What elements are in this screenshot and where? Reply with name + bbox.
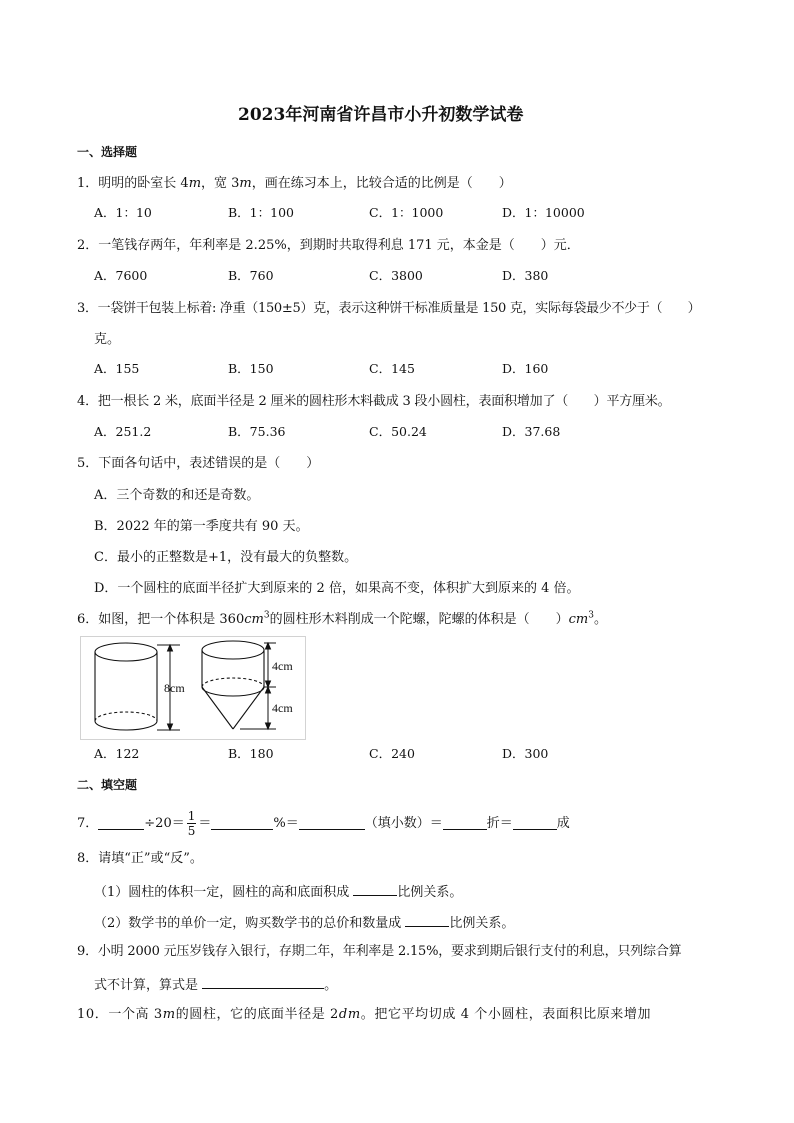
option-c: C．50.24 xyxy=(369,424,427,439)
question-number: 10． xyxy=(77,1007,109,1022)
option-c: C．3800 xyxy=(369,268,423,283)
sub-question-text: （2）数学书的单价一定，购买数学书的总价和数量成 xyxy=(94,916,402,931)
section-heading-choice: 一、选择题 xyxy=(77,145,138,159)
sub-question-text: （1）圆柱的体积一定，圆柱的高和底面积成 xyxy=(94,885,350,900)
text: ＝ xyxy=(198,815,212,831)
answer-blank[interactable] xyxy=(353,883,397,896)
option-a: A．155 xyxy=(94,361,140,376)
unit-m: m xyxy=(188,176,202,191)
question-text: 。 xyxy=(324,978,338,993)
option-a: A．251.2 xyxy=(94,424,152,439)
answer-blank[interactable] xyxy=(299,817,365,830)
question-4 xyxy=(77,395,670,408)
sub-question-2 xyxy=(94,914,514,930)
fraction-denominator: 5 xyxy=(187,823,196,838)
option-b: B．75.36 xyxy=(228,424,286,439)
option-b: B．180 xyxy=(228,746,274,761)
option-a: A．7600 xyxy=(94,268,148,283)
fraction xyxy=(187,810,197,837)
text: %＝ xyxy=(273,815,299,831)
question-8 xyxy=(77,852,203,865)
question-5 xyxy=(77,457,319,470)
question-3-continued: 克。 xyxy=(94,332,121,347)
unit-cm: cm xyxy=(244,612,264,627)
unit-cm: cm xyxy=(568,612,589,627)
question-text: 请填“正”或“反”。 xyxy=(98,851,203,866)
top-drawing xyxy=(202,641,264,729)
text: ÷20＝ xyxy=(144,815,185,831)
question-number: 7． xyxy=(77,815,99,831)
height-label-lower: 4cm xyxy=(272,701,293,715)
option-c: C．240 xyxy=(369,746,415,761)
question-number: 2． xyxy=(77,238,99,253)
question-9 xyxy=(77,945,681,958)
question-number: 6． xyxy=(77,612,99,627)
text: 成 xyxy=(556,815,570,831)
question-number: 9． xyxy=(77,944,98,959)
question-1 xyxy=(77,177,512,190)
answer-blank[interactable] xyxy=(405,914,449,927)
section-heading-fill: 二、填空题 xyxy=(77,778,138,792)
cylinder-top-figure xyxy=(80,636,306,740)
question-text: 如图，把一个体积是 360 xyxy=(98,612,245,627)
sub-question-1 xyxy=(94,883,462,899)
option-d: D．1：10000 xyxy=(502,205,585,220)
cylinder-drawing xyxy=(95,643,157,730)
question-10 xyxy=(77,1008,651,1021)
sub-question-text: 比例关系。 xyxy=(449,916,515,931)
answer-blank[interactable] xyxy=(98,817,144,830)
figure-frame xyxy=(81,637,306,740)
question-text: 一袋饼干包装上标着: 净重（150±5）克，表示这种饼干标准质量是 150 克，实际每袋最少不少于（ ） xyxy=(97,301,701,316)
question-number: 5． xyxy=(77,456,99,471)
exponent: 3 xyxy=(263,610,270,621)
option-a: A．1：10 xyxy=(94,205,152,220)
question-number: 1． xyxy=(77,176,99,191)
answer-blank[interactable] xyxy=(211,817,273,830)
question-text: 式不计算，算式是 xyxy=(94,978,199,993)
question-text: 的圆柱形木料削成一个陀螺，陀螺的体积是（ ） xyxy=(269,612,569,627)
option-b: B．2022 年的第一季度共有 90 天。 xyxy=(94,519,309,534)
question-text: ，画在练习本上，比较合适的比例是（ ） xyxy=(251,176,512,191)
question-text: 。 xyxy=(593,612,607,627)
option-d: D．160 xyxy=(502,361,549,376)
sub-question-text: 比例关系。 xyxy=(397,885,463,900)
option-b: B．1：100 xyxy=(228,205,294,220)
option-d: D．一个圆柱的底面半径扩大到原来的 2 倍，如果高不变，体积扩大到原来的 4 倍。 xyxy=(94,581,580,596)
question-number: 4． xyxy=(77,394,98,409)
option-d: D．380 xyxy=(502,268,549,283)
question-text: 下面各句话中，表述错误的是（ ） xyxy=(98,456,320,471)
option-a: A．122 xyxy=(94,746,140,761)
option-d: D．37.68 xyxy=(502,424,561,439)
option-c: C．145 xyxy=(369,361,415,376)
option-c: C．1：1000 xyxy=(369,205,444,220)
question-6 xyxy=(77,610,607,627)
option-a: A．三个奇数的和还是奇数。 xyxy=(94,488,260,503)
question-2 xyxy=(77,239,580,252)
option-c: C．最小的正整数是+1，没有最大的负整数。 xyxy=(94,550,358,565)
text: （填小数）＝ xyxy=(364,815,443,831)
question-7 xyxy=(77,810,570,836)
question-text: 一笔钱存两年，年利率是 2.25%，到期时共取得利息 171 元，本金是（ ）元． xyxy=(98,238,580,253)
question-text: 明明的卧室长 4 xyxy=(98,176,189,191)
question-text: 把一根长 2 米，底面半径是 2 厘米的圆柱形木料截成 3 段小圆柱，表面积增加了（ ）平方厘米。 xyxy=(97,394,671,409)
answer-blank[interactable] xyxy=(513,817,557,830)
answer-blank[interactable] xyxy=(443,817,487,830)
option-d: D．300 xyxy=(502,746,549,761)
question-9-continued xyxy=(94,976,337,992)
question-number: 8． xyxy=(77,851,99,866)
answer-blank[interactable] xyxy=(202,976,324,989)
question-text: 小明 2000 元压岁钱存入银行，存期二年，年利率是 2.15%，要求到期后银行支付的利息，只列综合算 xyxy=(97,944,682,959)
question-number: 3． xyxy=(77,301,98,316)
fraction-numerator: 1 xyxy=(187,808,196,823)
question-text: 。把它平均切成 4 个小圆柱，表面积比原来增加 xyxy=(360,1007,652,1022)
page-title: 2023年河南省许昌市小升初数学试卷 xyxy=(238,105,524,125)
question-text: ，宽 3 xyxy=(201,176,240,191)
question-text: 的圆柱，它的底面半径是 2 xyxy=(175,1007,339,1022)
exponent: 3 xyxy=(588,610,594,621)
option-b: B．150 xyxy=(228,361,274,376)
height-label: 8cm xyxy=(164,681,185,695)
question-3 xyxy=(77,302,700,315)
unit-dm: dm xyxy=(338,1007,361,1022)
question-text: 一个高 3 xyxy=(108,1007,163,1022)
text: 折＝ xyxy=(486,815,513,831)
unit-m: m xyxy=(239,176,252,191)
option-b: B．760 xyxy=(228,268,274,283)
unit-m: m xyxy=(162,1007,176,1022)
height-label-upper: 4cm xyxy=(272,659,293,673)
